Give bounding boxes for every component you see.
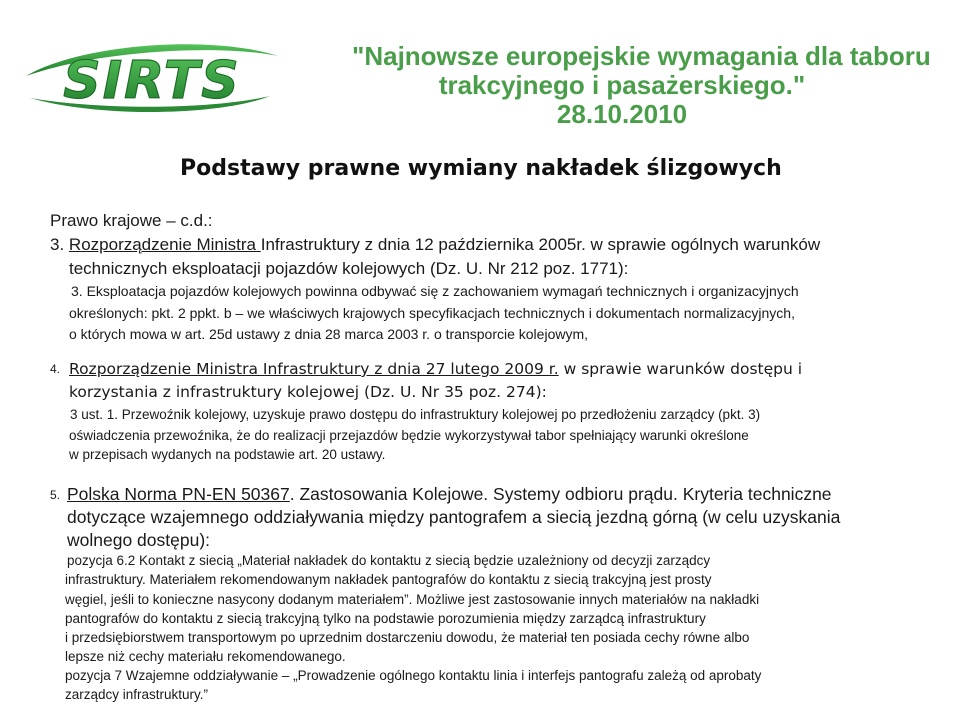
item3-sub2: określonych: pkt. 2 ppkt. b – we właściwych krajowych specyfikacjach technicznych i dokumentach normalizacyjnych,	[69, 305, 795, 321]
item3-line1	[50, 235, 820, 255]
item5-para5: i przedsiębiorstwem transportowym po uprzednim dostarczeniu dowodu, że materiał ten posiada cechy równe albo	[65, 630, 750, 645]
item3-link[interactable]: Rozporządzenie Ministra	[68, 235, 261, 254]
item5-para2: infrastruktury. Materiałem rekomendowanym nakładek pantografów do kontaktu z siecią trakcyjną jest prosty	[65, 572, 712, 587]
item3-sub3: o których mowa w art. 25d ustawy z dnia 28 marca 2003 r. o transporcie kolejowym,	[69, 326, 589, 342]
event-header	[352, 41, 931, 129]
sirts-logo-text: SIRTS	[63, 51, 241, 111]
item5-para6: lepsze niż cechy materiału rekomendowanego.	[65, 649, 346, 664]
item4-link[interactable]: Rozporządzenie Ministra Infrastruktury z dnia 27 lutego 2009 r.	[69, 360, 559, 378]
item4-rest: w sprawie warunków dostępu i	[558, 360, 803, 378]
item5-rest: . Zastosowania Kolejowe. Systemy odbioru prądu. Kryteria techniczne	[289, 484, 832, 504]
event-date: 28.10.2010	[556, 99, 688, 129]
page-title: Podstawy prawne wymiany nakładek ślizgowych	[180, 156, 782, 181]
item5-para4: pantografów do kontaktu z siecią trakcyjną tylko na podstawie porozumienia między zarządcą infrastruktury	[65, 611, 706, 626]
item5-para1: pozycja 6.2 Kontakt z siecią „Materiał nakładek do kontaktu z siecią będzie uzależniony od decyzji zarządcy	[67, 553, 711, 568]
item4-line1	[69, 360, 802, 378]
item4-line2: korzystania z infrastruktury kolejowej (Dz. U. Nr 35 poz. 274):	[69, 383, 547, 401]
event-title-line2: trakcyjnego i pasażerskiego."	[438, 70, 806, 100]
item4-sub1: 3 ust. 1. Przewoźnik kolejowy, uzyskuje prawo dostępu do infrastruktury kolejowej po przedłożeniu zarządcy (pkt. 3)	[70, 407, 761, 422]
event-title-line1: "Najnowsze europejskie wymagania dla taboru	[352, 41, 931, 71]
item3-sub1: 3. Eksploatacja pojazdów kolejowych powinna odbywać się z zachowaniem wymagań technicznych i organizacyjnych	[71, 283, 799, 299]
item4-sub2: oświadczenia przewoźnika, że do realizacji przejazdów będzie wykorzystywał tabor spełniający warunki określone	[69, 428, 749, 443]
item3-rest: Infrastruktury z dnia 12 października 2005r. w sprawie ogólnych warunków	[260, 235, 821, 254]
item5-line2: dotyczące wzajemnego oddziaływania między pantografem a siecią jezdną górną (w celu uzyskania	[67, 507, 841, 527]
item5-para7: pozycja 7 Wzajemne oddziaływanie – „Prowadzenie ogólnego kontaktu linia i interfejs pantografu zależą od aprobaty	[65, 668, 762, 683]
sirts-logo	[20, 36, 282, 120]
item3-number: 3.	[50, 235, 65, 254]
item5-number: 5.	[50, 488, 61, 502]
item5-link[interactable]: Polska Norma PN-EN 50367	[67, 484, 290, 504]
item3-line2: technicznych eksploatacji pojazdów kolejowych (Dz. U. Nr 212 poz. 1771):	[69, 259, 629, 278]
item5-line1	[67, 484, 832, 505]
item4-number: 4.	[50, 362, 61, 376]
item5-line3: wolnego dostępu):	[67, 530, 211, 550]
law-intro: Prawo krajowe – c.d.:	[50, 211, 213, 230]
item5-para3: węgiel, jeśli to konieczne nasycony dodanym materiałem”. Możliwe jest zastosowanie innych materiałów na nakładki	[65, 592, 760, 607]
item5-para8: zarządcy infrastruktury.”	[65, 687, 209, 702]
item4-sub3: w przepisach wydanych na podstawie art. 20 ustawy.	[69, 447, 386, 462]
